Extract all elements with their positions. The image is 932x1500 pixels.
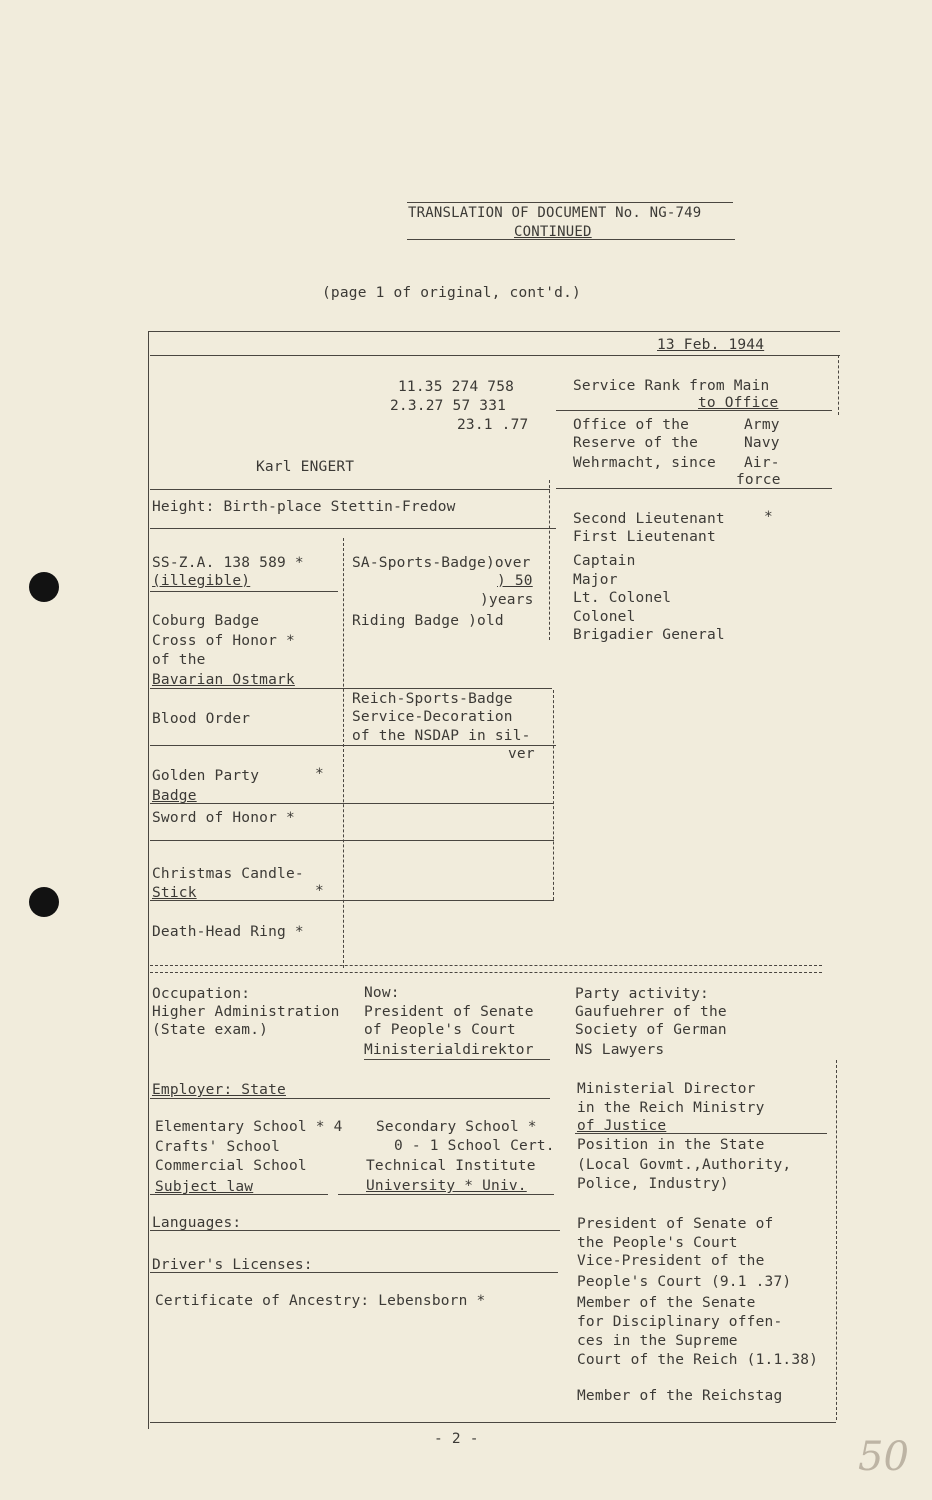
subject-rule [150,1194,328,1195]
secondary-school: Secondary School * [376,1119,537,1135]
position-in-state: Position in the State [577,1137,765,1153]
decorations-right-border [553,690,554,900]
golden-badge: Badge [152,788,197,804]
section-separator-1 [150,965,822,966]
rank-second-lieutenant: Second Lieutenant [573,511,725,527]
sa-years: )years [480,592,534,608]
now-president-senate: President of Senate [364,1004,534,1020]
table-left-border [148,331,149,1429]
position-local-govt: (Local Govmt.,Authority, [577,1157,792,1173]
rank-colonel: Colonel [573,609,636,625]
now-peoples-court: of People's Court [364,1022,516,1038]
party-society: Society of German [575,1022,727,1038]
height-birthplace: Height: Birth-place Stettin-Fredow [152,499,456,515]
elementary-school: Elementary School * 4 [155,1119,343,1135]
position-police-industry: Police, Industry) [577,1176,729,1192]
school-cert: 0 - 1 School Cert. [394,1138,555,1154]
person-number-1: 11.35 274 758 [398,379,515,395]
service-rule [556,410,832,411]
golden-party-badge: Golden Party [152,768,260,784]
document-subtitle: CONTINUED [514,224,592,240]
position-peoples-court: the People's Court [577,1235,738,1251]
rank-lt-colonel: Lt. Colonel [573,590,672,606]
party-activity-label: Party activity: [575,986,709,1002]
occupation-label: Occupation: [152,986,251,1002]
christmas-stick: Stick [152,885,197,901]
service-decoration: Service-Decoration [352,709,513,725]
riding-badge: Riding Badge )old [352,613,504,629]
branch-rule [556,488,832,489]
office-line-1: Office of the [573,417,690,433]
section-separator-2 [150,972,822,973]
rank-major: Major [573,572,618,588]
ministry-reich: in the Reich Ministry [577,1100,765,1116]
member-reichstag: Member of the Reichstag [577,1388,783,1404]
subject-law: Subject law [155,1179,254,1195]
sword-rule [150,840,554,841]
rank-brigadier-general: Brigadier General [573,627,725,643]
decorations-divider [343,538,344,968]
sa-sports-badge: SA-Sports-Badge)over [352,555,531,571]
nsdap-silver: of the NSDAP in sil- [352,728,531,744]
cross-of-honor: Cross of Honor * [152,633,295,649]
ss-za-number: SS-Z.A. 138 589 * [152,555,304,571]
person-name: Karl ENGERT [256,459,355,475]
employer: Employer: State [152,1082,286,1098]
party-ns-lawyers: NS Lawyers [575,1042,665,1058]
position-member-senate: Member of the Senate [577,1295,756,1311]
university-rule [338,1194,554,1195]
table-bottom-border [150,1422,836,1423]
document-title: TRANSLATION OF DOCUMENT No. NG-749 [408,205,702,221]
punch-hole-top [29,572,59,602]
person-number-3: 23.1 .77 [457,417,529,433]
christmas-candle: Christmas Candle- [152,866,304,882]
ostmark-rule [150,688,552,689]
occupation-state-exam: (State exam.) [152,1022,269,1038]
reich-sports-badge: Reich-Sports-Badge [352,691,513,707]
justice-rule [575,1133,827,1134]
golden-party-star: * [315,766,324,782]
branch-air: Air- [744,455,780,471]
languages: Languages: [152,1215,242,1231]
certificate-of-ancestry: Certificate of Ancestry: Lebensborn * [155,1293,486,1309]
birthplace-rule [150,528,556,529]
now-label: Now: [364,985,400,1001]
christmas-star: * [315,883,324,899]
punch-hole-bottom [29,887,59,917]
silver-rule [150,745,556,746]
table-right-border-bottom [836,1060,837,1420]
table-top-border [148,331,840,332]
branch-army: Army [744,417,780,433]
ministry-justice: of Justice [577,1118,667,1134]
blood-order: Blood Order [152,711,251,727]
office-line-3: Wehrmacht, since [573,455,716,471]
position-court-reich: Court of the Reich (1.1.38) [577,1352,819,1368]
document-date: 13 Feb. 1944 [657,337,765,353]
death-head-ring: Death-Head Ring * [152,924,304,940]
page-note: (page 1 of original, cont'd.) [322,285,581,301]
crafts-school: Crafts' School [155,1139,281,1155]
rank-star: * [764,509,773,525]
ministerial-rule [364,1059,550,1060]
date-rule [150,355,840,356]
employer-rule [150,1098,550,1099]
ministry-director: Ministerial Director [577,1081,756,1097]
pencil-page-mark: 50 [858,1434,909,1480]
drivers-rule [150,1272,558,1273]
commercial-school: Commercial School [155,1158,307,1174]
golden-rule [150,803,554,804]
drivers-licenses: Driver's Licenses: [152,1257,313,1273]
sa-over-50: ) 50 [497,573,533,589]
position-disciplinary: for Disciplinary offen- [577,1314,783,1330]
service-rank-title: Service Rank from Main [573,378,770,394]
party-gaufuehrer: Gaufuehrer of the [575,1004,727,1020]
bavarian-ostmark: Bavarian Ostmark [152,672,295,688]
position-vice-president: Vice-President of the [577,1253,765,1269]
name-rule [150,489,550,490]
header-rule [407,202,733,203]
rank-captain: Captain [573,553,636,569]
service-rank-subtitle: to Office [698,395,779,411]
page-number: - 2 - [434,1431,479,1447]
university: University * Univ. [366,1178,527,1194]
position-president-senate: President of Senate of [577,1216,774,1232]
coburg-badge: Coburg Badge [152,613,260,629]
christmas-rule [150,900,554,901]
service-divider [549,480,550,640]
cross-of-the: of the [152,652,206,668]
branch-force: force [736,472,781,488]
header-rule-bottom [407,239,735,240]
ss-za-illegible: (illegible) [152,573,251,589]
technical-institute: Technical Institute [366,1158,536,1174]
occupation-higher-admin: Higher Administration [152,1004,340,1020]
now-ministerialdirektor: Ministerialdirektor [364,1042,534,1058]
position-peoples-court-date: People's Court (9.1 .37) [577,1274,792,1290]
office-line-2: Reserve of the [573,435,699,451]
branch-navy: Navy [744,435,780,451]
table-right-border-top [838,355,839,415]
languages-rule [150,1230,560,1231]
person-number-2: 2.3.27 57 331 [390,398,507,414]
ssza-rule [150,591,338,592]
sword-of-honor: Sword of Honor * [152,810,295,826]
position-supreme: ces in the Supreme [577,1333,738,1349]
rank-first-lieutenant: First Lieutenant [573,529,716,545]
silver-ver: ver [508,746,535,762]
